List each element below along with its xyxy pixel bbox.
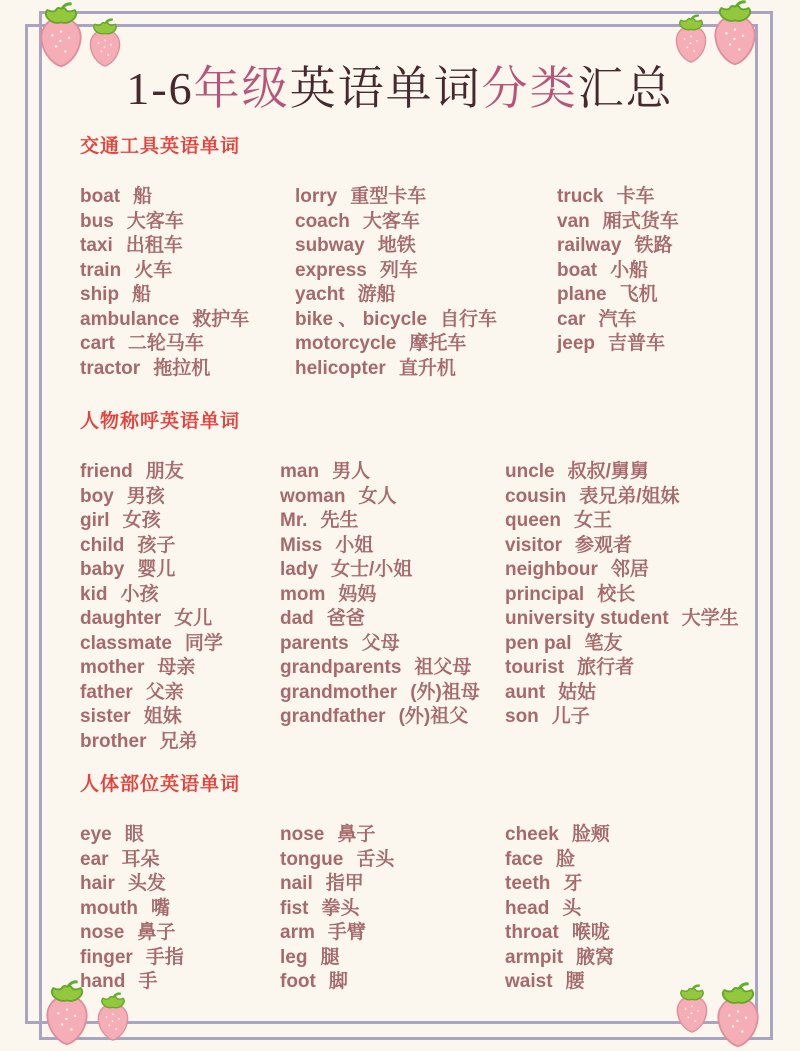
- word-section: [80, 769, 748, 995]
- word-entry: [505, 921, 748, 946]
- word-entry: [505, 583, 748, 608]
- word-en: uncle: [505, 461, 555, 482]
- word-entry: [505, 632, 748, 657]
- word-en: truck: [557, 186, 604, 207]
- word-zh: 表兄弟/姐妹: [579, 485, 680, 507]
- word-zh: 头: [562, 897, 582, 919]
- word-en: coach: [295, 210, 350, 232]
- word-en: lorry: [295, 186, 338, 207]
- word-zh: 女孩: [122, 510, 161, 531]
- word-zh: 腋窝: [576, 946, 615, 968]
- word-zh: 爸爸: [326, 608, 365, 629]
- word-zh: 鼻子: [337, 824, 376, 845]
- strawberry-icon: [704, 0, 766, 68]
- word-zh: 出租车: [125, 235, 183, 256]
- word-entry: [280, 632, 505, 657]
- word-entry: [80, 848, 280, 873]
- word-zh: 手: [138, 971, 158, 992]
- word-entry: [80, 185, 295, 210]
- word-en: teeth: [505, 873, 551, 894]
- word-entry: [505, 534, 748, 559]
- word-zh: 鼻子: [137, 922, 176, 943]
- word-zh: 同学: [184, 632, 223, 654]
- word-entry: [295, 234, 557, 259]
- word-zh: 脸颊: [571, 824, 610, 845]
- word-zh: 大客车: [126, 210, 184, 232]
- word-zh: 自行车: [440, 308, 498, 330]
- word-zh: 吉普车: [608, 333, 666, 354]
- word-en: grandparents: [280, 657, 402, 678]
- word-entry: [505, 509, 748, 534]
- word-en: boat: [557, 259, 598, 281]
- word-en: arm: [280, 922, 315, 943]
- word-en: head: [505, 897, 550, 919]
- word-zh: 重型卡车: [350, 186, 427, 207]
- word-zh: 小姐: [335, 534, 374, 556]
- word-zh: 女王: [573, 510, 612, 531]
- word-entry: [280, 558, 505, 583]
- word-en: helicopter: [295, 357, 386, 379]
- word-entry: [280, 681, 505, 706]
- word-entry: [505, 460, 748, 485]
- word-zh: 脸: [556, 848, 576, 870]
- word-entry: [505, 485, 748, 510]
- word-en: grandfather: [280, 706, 386, 727]
- word-zh: (外)祖父: [398, 706, 469, 727]
- word-entry: [280, 583, 505, 608]
- word-en: boy: [80, 485, 114, 507]
- word-en: visitor: [505, 534, 563, 556]
- word-en: railway: [557, 235, 622, 256]
- word-entry: [280, 921, 505, 946]
- word-section: [80, 406, 748, 754]
- word-en: man: [280, 461, 320, 482]
- section-header: 交通工具英语单词: [80, 136, 241, 157]
- word-entry: [80, 730, 280, 755]
- word-entry: [505, 607, 748, 632]
- word-entry: [505, 705, 748, 730]
- word-entry: [280, 509, 505, 534]
- word-en: hair: [80, 873, 115, 894]
- word-entry: [80, 705, 280, 730]
- word-zh: 飞机: [619, 284, 658, 305]
- word-zh: 朋友: [145, 461, 184, 482]
- word-en: nail: [280, 873, 313, 894]
- word-zh: 邻居: [610, 559, 649, 580]
- word-entry: [295, 357, 557, 382]
- word-zh: 女人: [358, 485, 397, 507]
- word-en: aunt: [505, 681, 546, 703]
- section-header: 人物称呼英语单词: [80, 411, 241, 432]
- word-zh: 女儿: [174, 608, 213, 629]
- word-zh: 旅行者: [577, 657, 635, 678]
- word-zh: 地铁: [377, 235, 416, 256]
- word-en: bus: [80, 210, 114, 232]
- word-en: ear: [80, 848, 109, 870]
- word-zh: 姑姑: [558, 681, 597, 703]
- word-zh: 游船: [357, 284, 396, 305]
- word-zh: 直升机: [398, 357, 456, 379]
- word-en: queen: [505, 510, 561, 531]
- word-entry: [505, 872, 748, 897]
- section-columns: [80, 460, 748, 754]
- word-column: [80, 823, 280, 995]
- word-zh: 男人: [332, 461, 371, 482]
- word-zh: 先生: [320, 510, 359, 531]
- word-column: [557, 185, 748, 381]
- word-en: woman: [280, 485, 346, 507]
- word-entry: [80, 823, 280, 848]
- word-entry: [280, 485, 505, 510]
- word-zh: 女士/小姐: [331, 559, 413, 580]
- word-entry: [505, 656, 748, 681]
- word-zh: 汽车: [598, 308, 637, 330]
- word-en: Miss: [280, 534, 323, 556]
- word-en: eye: [80, 824, 112, 845]
- word-entry: [280, 460, 505, 485]
- word-entry: [80, 259, 295, 284]
- word-en: mom: [280, 583, 326, 605]
- word-zh: 喉咙: [571, 922, 610, 943]
- word-en: brother: [80, 730, 147, 752]
- word-entry: [80, 234, 295, 259]
- word-en: bike 、 bicycle: [295, 308, 428, 330]
- word-entry: [557, 332, 748, 357]
- word-en: mother: [80, 657, 145, 678]
- word-en: kid: [80, 583, 108, 605]
- word-en: cheek: [505, 824, 559, 845]
- word-en: cart: [80, 333, 115, 354]
- word-entry: [280, 823, 505, 848]
- word-entry: [80, 897, 280, 922]
- word-entry: [280, 946, 505, 971]
- strawberry-decoration-bottom-right: [669, 982, 769, 1050]
- word-entry: [80, 460, 280, 485]
- word-en: plane: [557, 284, 607, 305]
- word-zh: 拖拉机: [153, 357, 211, 379]
- word-section: [80, 131, 748, 381]
- word-en: Mr.: [280, 510, 308, 531]
- word-en: train: [80, 259, 122, 281]
- strawberry-decoration-top-left: [30, 2, 128, 70]
- word-en: subway: [295, 235, 365, 256]
- word-entry: [557, 308, 748, 333]
- word-en: tourist: [505, 657, 565, 678]
- word-en: ambulance: [80, 308, 180, 330]
- section-columns: [80, 185, 748, 381]
- section-columns: [80, 823, 748, 995]
- word-en: grandmother: [280, 681, 398, 703]
- word-sections: [80, 131, 748, 1020]
- word-en: daughter: [80, 608, 162, 629]
- word-zh: 小孩: [120, 583, 159, 605]
- word-entry: [280, 897, 505, 922]
- word-entry: [505, 558, 748, 583]
- word-entry: [505, 848, 748, 873]
- word-en: foot: [280, 971, 316, 992]
- word-zh: 卡车: [616, 186, 655, 207]
- word-en: tractor: [80, 357, 141, 379]
- word-entry: [80, 632, 280, 657]
- title-part: 英语单词: [289, 62, 482, 114]
- word-entry: [280, 848, 505, 873]
- word-en: university student: [505, 608, 669, 629]
- word-zh: 腰: [565, 971, 585, 992]
- word-entry: [557, 234, 748, 259]
- word-column: [80, 460, 280, 754]
- word-entry: [280, 872, 505, 897]
- word-entry: [557, 259, 748, 284]
- word-zh: 指甲: [325, 873, 364, 894]
- word-en: lady: [280, 559, 319, 580]
- word-en: sister: [80, 706, 131, 727]
- word-zh: 嘴: [151, 897, 171, 919]
- word-zh: 笔友: [584, 632, 623, 654]
- section-header: 人体部位英语单词: [80, 774, 241, 795]
- word-zh: 手指: [145, 946, 184, 968]
- word-zh: 铁路: [634, 235, 673, 256]
- word-entry: [557, 283, 748, 308]
- word-en: hand: [80, 971, 126, 992]
- word-entry: [80, 509, 280, 534]
- word-zh: 手臂: [327, 922, 366, 943]
- word-entry: [80, 210, 295, 235]
- word-entry: [280, 607, 505, 632]
- word-entry: [80, 681, 280, 706]
- word-entry: [280, 534, 505, 559]
- word-en: son: [505, 706, 539, 727]
- word-entry: [80, 308, 295, 333]
- word-en: child: [80, 534, 125, 556]
- word-en: dad: [280, 608, 314, 629]
- word-zh: 妈妈: [338, 583, 377, 605]
- word-entry: [295, 185, 557, 210]
- word-zh: 舌头: [356, 848, 395, 870]
- word-en: classmate: [80, 632, 172, 654]
- word-entry: [505, 897, 748, 922]
- word-entry: [80, 607, 280, 632]
- word-en: face: [505, 848, 544, 870]
- word-entry: [80, 283, 295, 308]
- word-zh: 小船: [610, 259, 649, 281]
- word-entry: [295, 332, 557, 357]
- word-entry: [80, 558, 280, 583]
- word-zh: 火车: [134, 259, 173, 281]
- word-en: ship: [80, 284, 120, 305]
- word-zh: 叔叔/舅舅: [567, 461, 649, 482]
- word-entry: [557, 185, 748, 210]
- word-en: motorcycle: [295, 333, 397, 354]
- title-part: 1-6: [126, 63, 194, 114]
- word-entry: [557, 210, 748, 235]
- word-en: yacht: [295, 284, 345, 305]
- word-column: [295, 185, 557, 381]
- word-en: finger: [80, 946, 133, 968]
- word-en: leg: [280, 946, 308, 968]
- word-entry: [295, 283, 557, 308]
- word-entry: [80, 583, 280, 608]
- word-entry: [295, 210, 557, 235]
- word-zh: 脚: [328, 971, 348, 992]
- word-entry: [80, 357, 295, 382]
- word-en: fist: [280, 897, 309, 919]
- word-entry: [80, 332, 295, 357]
- word-zh: 耳朵: [121, 848, 160, 870]
- word-zh: 孩子: [137, 534, 176, 556]
- word-en: express: [295, 259, 367, 281]
- word-en: baby: [80, 559, 125, 580]
- word-en: boat: [80, 186, 121, 207]
- word-zh: 大学生: [681, 608, 739, 629]
- word-en: car: [557, 308, 586, 330]
- word-entry: [295, 259, 557, 284]
- word-entry: [280, 970, 505, 995]
- word-entry: [280, 656, 505, 681]
- word-en: principal: [505, 583, 585, 605]
- word-column: [280, 460, 505, 754]
- title-part: 年级: [193, 62, 290, 114]
- word-en: parents: [280, 632, 349, 654]
- word-entry: [80, 534, 280, 559]
- word-zh: 母亲: [157, 657, 196, 678]
- word-entry: [80, 656, 280, 681]
- strawberry-icon: [36, 980, 98, 1048]
- word-entry: [505, 946, 748, 971]
- word-en: nose: [80, 922, 125, 943]
- word-zh: 祖父母: [414, 657, 472, 678]
- word-zh: 拳头: [321, 897, 360, 919]
- word-column: [80, 185, 295, 381]
- word-zh: 大客车: [362, 210, 420, 232]
- word-en: cousin: [505, 485, 567, 507]
- word-zh: 男孩: [126, 485, 165, 507]
- word-entry: [80, 872, 280, 897]
- word-column: [505, 823, 748, 995]
- word-zh: (外)祖母: [410, 681, 480, 703]
- word-zh: 参观者: [575, 534, 633, 556]
- strawberry-icon: [707, 982, 769, 1050]
- word-en: jeep: [557, 333, 596, 354]
- word-zh: 列车: [379, 259, 418, 281]
- word-en: pen pal: [505, 632, 572, 654]
- word-zh: 头发: [127, 873, 166, 894]
- word-zh: 二轮马车: [127, 333, 204, 354]
- title-part: 汇总: [577, 62, 674, 114]
- strawberry-icon: [82, 18, 128, 69]
- word-column: [280, 823, 505, 995]
- word-zh: 腿: [320, 946, 340, 968]
- word-entry: [505, 681, 748, 706]
- word-entry: [80, 921, 280, 946]
- word-entry: [80, 946, 280, 971]
- word-zh: 摩托车: [409, 333, 467, 354]
- word-zh: 船: [132, 284, 152, 305]
- word-entry: [295, 308, 557, 333]
- word-en: waist: [505, 971, 553, 992]
- word-zh: 眼: [124, 824, 144, 845]
- word-zh: 父母: [361, 632, 400, 654]
- word-zh: 儿子: [551, 706, 590, 727]
- word-en: tongue: [280, 848, 344, 870]
- word-zh: 父亲: [145, 681, 184, 703]
- strawberry-decoration-bottom-left: [36, 980, 136, 1048]
- word-column: [505, 460, 748, 754]
- word-entry: [80, 485, 280, 510]
- word-zh: 牙: [563, 873, 583, 894]
- word-en: nose: [280, 824, 325, 845]
- word-en: throat: [505, 922, 559, 943]
- strawberry-icon: [90, 992, 136, 1043]
- word-en: neighbour: [505, 559, 598, 580]
- word-en: girl: [80, 510, 110, 531]
- word-zh: 校长: [597, 583, 636, 605]
- title-part: 分类: [481, 62, 578, 114]
- word-zh: 厢式货车: [602, 210, 679, 232]
- word-entry: [280, 705, 505, 730]
- word-en: mouth: [80, 897, 139, 919]
- word-en: taxi: [80, 235, 113, 256]
- word-entry: [505, 823, 748, 848]
- word-zh: 船: [133, 186, 153, 207]
- word-zh: 救护车: [192, 308, 250, 330]
- word-zh: 姐妹: [143, 706, 182, 727]
- word-zh: 兄弟: [159, 730, 198, 752]
- word-zh: 婴儿: [137, 559, 176, 580]
- word-en: armpit: [505, 946, 564, 968]
- word-en: van: [557, 210, 590, 232]
- strawberry-decoration-top-right: [668, 0, 766, 68]
- word-en: father: [80, 681, 133, 703]
- word-en: friend: [80, 461, 133, 482]
